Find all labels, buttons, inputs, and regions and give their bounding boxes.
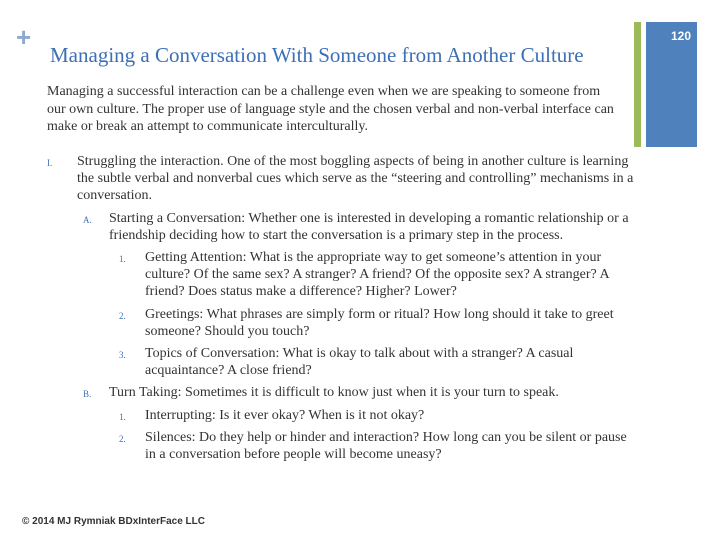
- outline-item-a3: [0, 345, 640, 379]
- outline-item-b2: [0, 429, 640, 463]
- outline-item-a1: [0, 249, 640, 301]
- outline-text: Getting Attention: What is the appropriate way to get someone’s attention in your culture? Of the same sex? A stranger? A friend? Of the opposite sex? A stranger? A friend? Does status make a difference? Higher? Lower?: [145, 250, 609, 300]
- outline-marker: 1.: [119, 411, 126, 422]
- outline-item-a: [0, 210, 640, 244]
- outline-marker: A.: [83, 214, 92, 225]
- outline-list: [0, 153, 640, 463]
- outline-marker: 2.: [119, 433, 126, 444]
- accent-green-bar: [634, 22, 641, 147]
- intro-paragraph: Managing a successful interaction can be a challenge even when we are speaking to someone from our own culture. The proper use of language style and the chosen verbal and non-verbal interface can make or break an attempt to communicate interculturally.: [47, 84, 614, 134]
- outline-marker: 1.: [119, 254, 126, 265]
- outline-item-b: [0, 384, 640, 401]
- outline-item-a2: [0, 306, 640, 340]
- copyright-footer: © 2014 MJ Rymniak BDxInterFace LLC: [22, 516, 205, 527]
- slide-title: Managing a Conversation With Someone from Another Culture: [50, 43, 584, 67]
- outline-marker: B.: [83, 389, 92, 400]
- outline-text: Turn Taking: Sometimes it is difficult to know just when it is your turn to speak.: [109, 385, 559, 401]
- outline-marker: 3.: [119, 350, 126, 361]
- outline-marker: I.: [47, 158, 53, 168]
- outline-text: Struggling the interaction. One of the most boggling aspects of being in another culture is learning the subtle verbal and nonverbal cues which serve as the “steering and controlling” mechanisms in a conversation.: [77, 154, 634, 204]
- outline-text: Interrupting: Is it ever okay? When is it not okay?: [145, 407, 425, 423]
- outline-text: Topics of Conversation: What is okay to talk about with a stranger? A casual acquaintance? A close friend?: [145, 346, 574, 379]
- plus-icon: +: [16, 22, 32, 52]
- outline-text: Greetings: What phrases are simply form or ritual? How long should it take to greet someone? Should you touch?: [145, 306, 614, 339]
- outline-text: Silences: Do they help or hinder and interaction? How long can you be silent or pause in a conversation before people will become uneasy?: [145, 429, 627, 463]
- outline-marker: 2.: [119, 310, 126, 321]
- outline-item-b1: [0, 407, 640, 424]
- outline-item-i: [0, 153, 640, 205]
- page-number: 120: [670, 29, 691, 43]
- outline-text: Starting a Conversation: Whether one is interested in developing a romantic relationship or a friendship deciding how to start the conversation is a primary step in the process.: [109, 210, 629, 243]
